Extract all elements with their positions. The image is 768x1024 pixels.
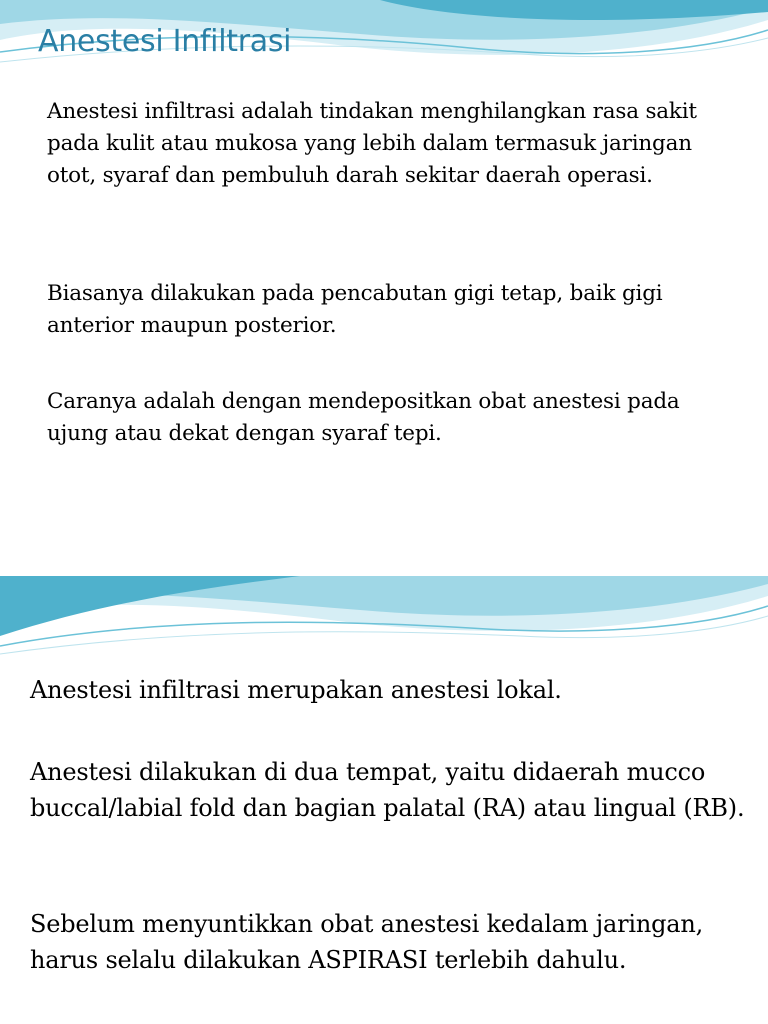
paragraph-method: Caranya adalah dengan mendepositkan obat anestesi pada ujung atau dekat dengan syaraf tepi. — [47, 389, 680, 446]
slide-title: Anestesi Infiltrasi — [38, 24, 292, 59]
paragraph-aspiration: Sebelum menyuntikkan obat anestesi kedalam jaringan, harus selalu dilakukan ASPIRASI terlebih dahulu. — [30, 910, 704, 974]
paragraph-local-anesthesia: Anestesi infiltrasi merupakan anestesi lokal. — [30, 676, 562, 704]
header-wave-decoration — [0, 576, 768, 666]
paragraph-definition: Anestesi infiltrasi adalah tindakan menghilangkan rasa sakit pada kulit atau mukosa yang lebih dalam termasuk jaringan otot, syaraf dan pembuluh darah sekitar daerah operasi. — [47, 99, 697, 188]
paragraph-usage: Biasanya dilakukan pada pencabutan gigi tetap, baik gigi anterior maupun posterior. — [47, 281, 663, 338]
paragraph-injection-sites: Anestesi dilakukan di dua tempat, yaitu didaerah mucco buccal/labial fold dan bagian palatal (RA) atau lingual (RB). — [30, 758, 745, 822]
slide-2 — [0, 576, 768, 1024]
